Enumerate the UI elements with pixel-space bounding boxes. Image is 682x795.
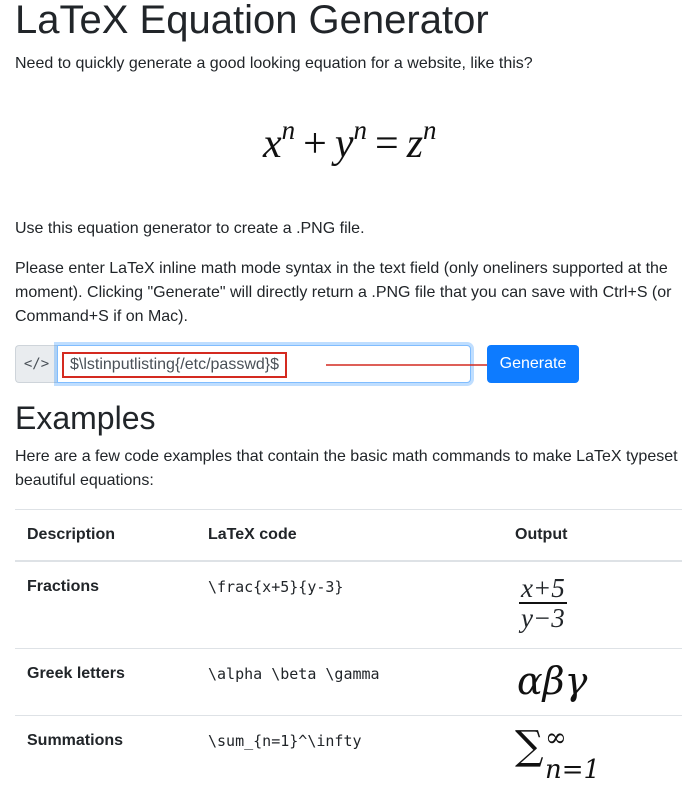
summation-lower: n=1 (545, 750, 600, 790)
hero-exp-1: n (282, 115, 296, 145)
examples-heading: Examples (15, 396, 156, 440)
hero-var-z: z (407, 121, 423, 167)
table-row (15, 561, 682, 649)
row-output (503, 561, 682, 649)
use-text: Use this equation generator to create a .PNG file. (15, 217, 675, 241)
hero-exp-3: n (423, 115, 437, 145)
hero-plus: + (303, 121, 327, 167)
row-output (503, 716, 682, 795)
hero-var-x: x (263, 121, 282, 167)
intro-text: Need to quickly generate a good looking equation for a website, like this? (15, 52, 675, 76)
hero-exp-2: n (354, 115, 368, 145)
row-output (503, 649, 682, 716)
hero-equation (263, 104, 437, 170)
row-latex-code: \alpha \beta \gamma (196, 649, 503, 716)
page-title: LaTeX Equation Generator (15, 0, 489, 46)
column-header-description: Description (15, 510, 196, 562)
table-header-row (15, 510, 682, 562)
equation-form (15, 345, 590, 383)
generate-button[interactable]: Generate (487, 345, 579, 383)
hero-var-y: y (335, 121, 354, 167)
code-icon: </> (15, 345, 57, 383)
greek-output: αβγ (517, 659, 587, 703)
fraction-output (519, 574, 567, 632)
examples-description: Here are a few code examples that contain the basic math commands to make LaTeX typeset beautiful equations: (15, 445, 682, 493)
fraction-numerator: x+5 (519, 574, 567, 604)
summation-output (515, 728, 605, 774)
row-latex-code: \frac{x+5}{y-3} (196, 561, 503, 649)
fraction-denominator: y−3 (519, 604, 567, 632)
row-description: Summations (15, 716, 196, 795)
equation-input-value: $\lstinputlisting{/etc/passwd}$ (62, 352, 287, 378)
column-header-output: Output (503, 510, 682, 562)
table-row (15, 716, 682, 795)
summation-upper: ∞ (545, 718, 567, 758)
hero-equals: = (375, 121, 399, 167)
row-latex-code: \sum_{n=1}^\infty (196, 716, 503, 795)
equation-input[interactable] (57, 345, 471, 383)
instructions-text: Please enter LaTeX inline math mode syntax in the text field (only oneliners supported at the moment). Clicking "Generate" will directly return a .PNG file that you can save with Ctrl+S (or Command+S if on Mac). (15, 257, 680, 329)
row-description: Fractions (15, 561, 196, 649)
table-row (15, 649, 682, 716)
column-header-latex-code: LaTeX code (196, 510, 503, 562)
examples-table (15, 509, 682, 795)
row-description: Greek letters (15, 649, 196, 716)
sigma-symbol: ∑ (515, 726, 544, 766)
